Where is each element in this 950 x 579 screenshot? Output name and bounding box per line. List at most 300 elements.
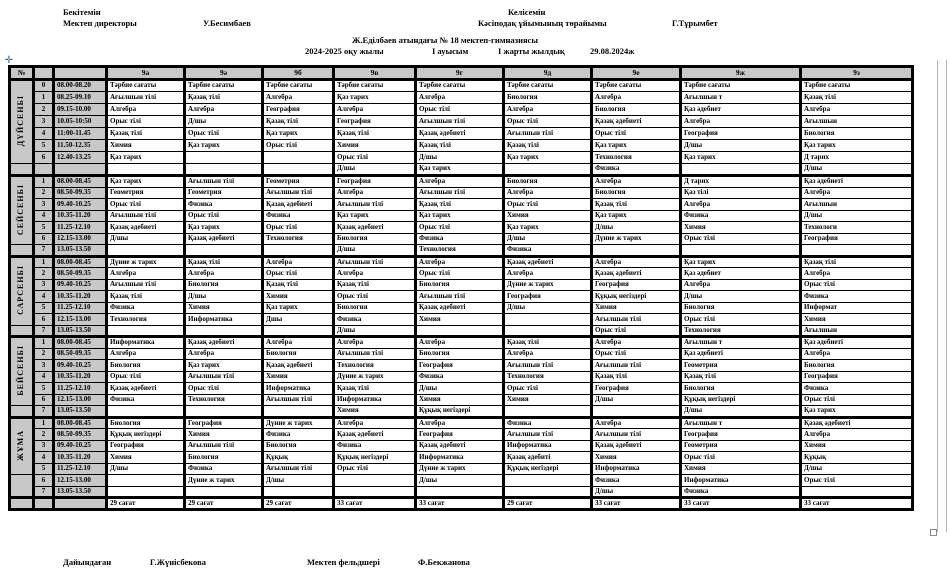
lesson-cell	[185, 164, 263, 176]
lesson-cell: Орыс тілі	[801, 279, 913, 291]
table-row	[10, 187, 913, 199]
lesson-cell: Химия	[334, 406, 416, 418]
lesson-cell: Ағылшын	[801, 199, 913, 211]
lesson-cell: Орыс тілі	[681, 233, 801, 245]
lesson-cell: Химия	[185, 429, 263, 441]
lesson-cell: Биология	[416, 279, 504, 291]
time-cell: 13.05-13.50	[54, 486, 107, 498]
lesson-cell: Алгебра	[801, 268, 913, 280]
lesson-cell: Алгебра	[263, 256, 334, 268]
lesson-cell	[681, 245, 801, 257]
lesson-cell: Орыс тілі	[185, 383, 263, 395]
time-cell: 08.50-09.35	[54, 268, 107, 280]
lesson-cell	[334, 486, 416, 498]
lesson-cell: Д/шы	[504, 302, 592, 314]
lesson-cell: Химия	[263, 291, 334, 303]
lesson-cell: Технология	[592, 152, 681, 164]
lesson-cell: Ағылшын тілі	[107, 92, 185, 104]
time-cell: 11.25-12.10	[54, 383, 107, 395]
lesson-cell: Д/шы	[185, 116, 263, 128]
lesson-cell: Д/шы	[334, 325, 416, 337]
lesson-number-cell: 1	[34, 337, 54, 349]
lesson-cell	[263, 406, 334, 418]
lesson-cell: Қазақ тілі	[334, 383, 416, 395]
lesson-cell: Орыс тілі	[416, 268, 504, 280]
lesson-cell: Қаз әдебиеті	[801, 176, 913, 188]
lesson-cell: География	[592, 279, 681, 291]
lesson-cell: Физика	[801, 383, 913, 395]
lesson-cell: Алгебра	[504, 268, 592, 280]
lesson-cell	[107, 406, 185, 418]
lesson-number-cell: 2	[34, 187, 54, 199]
table-resize-handle[interactable]	[930, 529, 937, 536]
lesson-cell: Қазақ әдебиеті	[592, 268, 681, 280]
lesson-cell: Д/шы	[801, 210, 913, 222]
lesson-number-cell: 6	[34, 152, 54, 164]
lesson-number-cell: 1	[34, 92, 54, 104]
lesson-cell: Информатика	[334, 394, 416, 406]
lesson-cell: Қазақ әдебиеті	[592, 440, 681, 452]
class-header: 9в	[334, 67, 416, 80]
lesson-cell: География	[504, 291, 592, 303]
lesson-cell: Алгебра	[504, 104, 592, 116]
lesson-cell	[416, 325, 504, 337]
lesson-cell: Орыс тілі	[107, 116, 185, 128]
table-row	[10, 325, 913, 337]
lesson-cell: Дүние ж тарих	[504, 279, 592, 291]
lesson-cell: Алгебра	[107, 348, 185, 360]
lesson-cell: Химия	[504, 394, 592, 406]
lesson-cell: Тәрбие сағаты	[416, 80, 504, 92]
approve-right-role: Кәсіподақ ұйымының төрайымы	[478, 18, 607, 28]
lesson-cell: Орыс тілі	[504, 199, 592, 211]
lesson-cell: Орыс тілі	[681, 314, 801, 326]
lesson-cell: Орыс тілі	[334, 291, 416, 303]
lesson-cell: Қазақ тілі	[504, 337, 592, 349]
lesson-cell: Алгебра	[681, 279, 801, 291]
time-cell: 09.40-10.25	[54, 440, 107, 452]
lesson-number-cell: 6	[34, 314, 54, 326]
lesson-number-cell: 5	[34, 222, 54, 234]
lesson-cell: Қаз тарих	[504, 152, 592, 164]
total-cell: 33 сағат	[592, 498, 681, 510]
lesson-cell: Химия	[801, 314, 913, 326]
lesson-cell	[263, 325, 334, 337]
lesson-cell: Геометрия	[681, 440, 801, 452]
lesson-cell	[185, 245, 263, 257]
day-label: САРСЕНБІ	[10, 256, 34, 325]
lesson-cell: Қазақ әдебиеті	[416, 128, 504, 140]
lesson-cell: Физика	[107, 394, 185, 406]
time-cell: 08.25-09.10	[54, 92, 107, 104]
lesson-cell: Қаз тарих	[504, 222, 592, 234]
lesson-cell: Химия	[504, 210, 592, 222]
lesson-cell: Алгебра	[185, 104, 263, 116]
lesson-cell: Биология	[681, 383, 801, 395]
class-header: 9ж	[681, 67, 801, 80]
lesson-cell: Ағылшын тілі	[592, 429, 681, 441]
table-row	[10, 164, 913, 176]
table-row	[10, 256, 913, 268]
lesson-cell: География	[681, 429, 801, 441]
lesson-cell: Құқық негіздері	[504, 463, 592, 475]
time-cell: 12.15-13.00	[54, 314, 107, 326]
lesson-cell: Ағылшын тілі	[592, 314, 681, 326]
lesson-number-cell	[34, 164, 54, 176]
lesson-cell: Қаз тарих	[107, 152, 185, 164]
timetable	[8, 65, 914, 511]
table-row	[10, 406, 913, 418]
lesson-cell: География	[801, 233, 913, 245]
lesson-cell: Биология	[504, 176, 592, 188]
lesson-cell	[107, 475, 185, 487]
lesson-cell: Д/шы	[592, 486, 681, 498]
lesson-cell: Химия	[681, 222, 801, 234]
lesson-cell: Дүние ж тарих	[334, 371, 416, 383]
class-header: 9а	[107, 67, 185, 80]
lesson-number-cell: 2	[34, 429, 54, 441]
lesson-cell: Химия	[592, 452, 681, 464]
lesson-cell: Биология	[801, 128, 913, 140]
lesson-cell: Тәрбие сағаты	[185, 80, 263, 92]
time-cell: 13.05-13.50	[54, 406, 107, 418]
time-cell: 11.25-12.10	[54, 222, 107, 234]
lesson-cell: Д/шы	[504, 233, 592, 245]
time-cell: 09.40-10.25	[54, 199, 107, 211]
term-label: І жарты жылдық	[498, 46, 565, 56]
time-cell: 08.50-09.35	[54, 187, 107, 199]
lesson-cell: Химия	[681, 463, 801, 475]
time-cell: 09.40-10.25	[54, 279, 107, 291]
blank-header-cell	[54, 67, 107, 80]
table-row	[10, 176, 913, 188]
lesson-cell: Орыс тілі	[504, 383, 592, 395]
lesson-cell: География	[334, 176, 416, 188]
table-row	[10, 371, 913, 383]
lesson-cell: Орыс тілі	[592, 128, 681, 140]
lesson-cell: Физика	[185, 463, 263, 475]
lesson-cell: Қазақ тілі	[107, 128, 185, 140]
time-cell: 10.35-11.20	[54, 291, 107, 303]
lesson-cell: Алгебра	[334, 187, 416, 199]
lesson-cell: Биология	[592, 104, 681, 116]
lesson-cell: Ағылшын тілі	[263, 187, 334, 199]
lesson-cell: Ағылшын тілі	[504, 128, 592, 140]
lesson-cell: Орыс тілі	[263, 222, 334, 234]
lesson-cell: Алгебра	[185, 348, 263, 360]
lesson-cell: Ағылшын тілі	[592, 360, 681, 372]
lesson-cell: Қазақ тілі	[185, 92, 263, 104]
lesson-cell: Қазақ әдебиеті	[334, 222, 416, 234]
lesson-number-cell: 3	[34, 360, 54, 372]
lesson-cell: Д/шы	[416, 475, 504, 487]
lesson-cell: Қазақ әдебиеті	[801, 417, 913, 429]
time-cell: 10.35-11.20	[54, 371, 107, 383]
class-header: 9д	[504, 67, 592, 80]
lesson-number-cell: 4	[34, 452, 54, 464]
page-edge-strip[interactable]	[937, 60, 947, 532]
lesson-cell: Қаз тарих	[416, 210, 504, 222]
table-row	[10, 302, 913, 314]
table-row	[10, 268, 913, 280]
lesson-cell: Қаз әдебиет	[681, 104, 801, 116]
table-row	[10, 104, 913, 116]
lesson-number-cell: 5	[34, 302, 54, 314]
lesson-number-cell: 2	[34, 268, 54, 280]
lesson-cell: Ағылшын тілі	[504, 429, 592, 441]
lesson-cell: Биология	[504, 92, 592, 104]
table-row	[10, 128, 913, 140]
table-row	[10, 452, 913, 464]
lesson-cell: Қаз тілі	[681, 187, 801, 199]
lesson-cell: Орыс тілі	[592, 348, 681, 360]
blank-header-cell	[34, 67, 54, 80]
lesson-cell: Алгебра	[334, 417, 416, 429]
table-row	[10, 140, 913, 152]
lesson-cell: Химия	[592, 302, 681, 314]
lesson-number-cell: 7	[34, 406, 54, 418]
lesson-cell	[185, 152, 263, 164]
lesson-cell: Ағылшын т	[681, 417, 801, 429]
lesson-cell: Қаз тарих	[263, 302, 334, 314]
lesson-cell: Д/шы	[592, 222, 681, 234]
lesson-cell: Физика	[416, 233, 504, 245]
lesson-cell: Алгебра	[107, 104, 185, 116]
lesson-cell: Физика	[416, 371, 504, 383]
lesson-number-cell: 6	[34, 233, 54, 245]
lesson-cell: Биология	[263, 348, 334, 360]
lesson-cell: Биология	[801, 360, 913, 372]
lesson-cell: Д/шы	[334, 164, 416, 176]
lesson-cell: География	[416, 360, 504, 372]
lesson-number-cell: 7	[34, 486, 54, 498]
table-move-handle-icon[interactable]: ✛	[4, 55, 14, 66]
medic-label: Мектеп фельдшері	[307, 557, 380, 567]
lesson-cell: Қазақ әдебиті	[504, 452, 592, 464]
lesson-cell: Орыс тілі	[416, 104, 504, 116]
lesson-cell: Биология	[592, 187, 681, 199]
time-cell: 12.15-13.00	[54, 475, 107, 487]
time-cell: 12.15-13.00	[54, 233, 107, 245]
lesson-cell: Д тарих	[801, 152, 913, 164]
lesson-cell: Алгебра	[334, 104, 416, 116]
lesson-cell: Қазақ тілі	[681, 371, 801, 383]
total-cell: 29 сағат	[185, 498, 263, 510]
approve-right-name: Г.Тұрымбет	[672, 18, 718, 28]
lesson-cell	[504, 486, 592, 498]
lesson-cell: Тәрбие сағаты	[801, 80, 913, 92]
lesson-cell: Алгебра	[592, 256, 681, 268]
lesson-cell: Физика	[681, 486, 801, 498]
lesson-cell: Биология	[185, 279, 263, 291]
date-label: 29.08.2024ж	[590, 46, 635, 56]
header-row	[10, 67, 913, 80]
lesson-cell: Қазақ әдебиеті	[263, 199, 334, 211]
lesson-cell: Физика	[334, 314, 416, 326]
lesson-cell: Биология	[185, 452, 263, 464]
lesson-cell: Қазақ әдебиеті	[416, 302, 504, 314]
time-cell: 12.15-13.00	[54, 394, 107, 406]
lesson-cell: Қазақ тілі	[801, 256, 913, 268]
lesson-cell: Қазақ тілі	[107, 291, 185, 303]
lesson-cell: Қаз тарих	[801, 140, 913, 152]
time-cell: 10.35-11.20	[54, 210, 107, 222]
lesson-cell: Ағылшын тілі	[416, 291, 504, 303]
lesson-cell: Технология	[334, 360, 416, 372]
lesson-number-cell: 4	[34, 128, 54, 140]
lesson-cell: Ағылшын тілі	[504, 360, 592, 372]
lesson-cell: Д/шы	[592, 394, 681, 406]
lesson-cell: Қаз тарих	[801, 406, 913, 418]
lesson-number-cell: 1	[34, 417, 54, 429]
lesson-number-cell: 0	[34, 80, 54, 92]
lesson-cell: Алгебра	[592, 176, 681, 188]
table-row	[10, 417, 913, 429]
lesson-cell	[185, 325, 263, 337]
lesson-cell: Алгебра	[801, 187, 913, 199]
lesson-cell: Орыс тілі	[801, 394, 913, 406]
lesson-cell: Информатика	[416, 452, 504, 464]
lesson-number-cell: 4	[34, 371, 54, 383]
lesson-cell: Информатика	[681, 475, 801, 487]
lesson-cell: Алгебра	[592, 417, 681, 429]
lesson-cell: Қазақ тілі	[592, 199, 681, 211]
lesson-cell: География	[681, 128, 801, 140]
lesson-cell: Құқық негіздері	[416, 406, 504, 418]
school-title: Ж.Еділбаев атындағы № 18 мектеп-гимназиясы	[352, 35, 538, 45]
total-cell: 29 сағат	[107, 498, 185, 510]
lesson-cell: Д/шы	[801, 463, 913, 475]
lesson-cell: Физика	[504, 245, 592, 257]
lesson-cell: Геометрия	[185, 187, 263, 199]
lesson-cell: Д/шы	[681, 140, 801, 152]
lesson-cell: Ағылшын тілі	[185, 440, 263, 452]
table-row	[10, 222, 913, 234]
time-cell: 08.00-08.20	[54, 80, 107, 92]
lesson-cell: Физика	[107, 302, 185, 314]
approve-left-label: Бекітемін	[63, 7, 101, 17]
lesson-cell: Физика	[592, 164, 681, 176]
lesson-cell: Геометрия	[681, 360, 801, 372]
table-row	[10, 210, 913, 222]
table-row	[10, 314, 913, 326]
lesson-cell: Алгебра	[504, 348, 592, 360]
table-row	[10, 383, 913, 395]
time-cell: 10.35-11.20	[54, 452, 107, 464]
school-year: 2024-2025 оқу жылы	[305, 46, 384, 56]
time-cell: 08.50-09.35	[54, 429, 107, 441]
lesson-cell: Қаз тарих	[334, 210, 416, 222]
lesson-cell: Қазақ әдебиеті	[334, 429, 416, 441]
lesson-number-cell: 3	[34, 199, 54, 211]
lesson-cell: Қаз әдебиет	[681, 268, 801, 280]
lesson-cell	[504, 314, 592, 326]
lesson-cell: Құқық негіздері	[681, 394, 801, 406]
lesson-cell: Биология	[107, 417, 185, 429]
lesson-cell: Биология	[334, 302, 416, 314]
lesson-cell: Дүние ж тарих	[416, 463, 504, 475]
shift-label: І ауысым	[432, 46, 469, 56]
lesson-number-cell: 4	[34, 210, 54, 222]
lesson-cell: Қаз тарих	[107, 176, 185, 188]
lesson-cell	[592, 406, 681, 418]
day-label-rest	[10, 245, 34, 257]
lesson-cell: Қаз тарих	[592, 140, 681, 152]
table-row	[10, 199, 913, 211]
lesson-cell: Қаз тарих	[681, 256, 801, 268]
lesson-cell: Қазақ тілі	[334, 279, 416, 291]
lesson-cell: Қазақ әдебиеті	[107, 222, 185, 234]
lesson-cell: Орыс тілі	[185, 128, 263, 140]
lesson-cell: Химия	[263, 371, 334, 383]
lesson-cell: Алгебра	[681, 116, 801, 128]
time-cell: 08.00-08.45	[54, 417, 107, 429]
lesson-cell	[263, 164, 334, 176]
lesson-cell: Информатика	[504, 440, 592, 452]
table-row	[10, 440, 913, 452]
lesson-cell: Ағылшын тілі	[334, 256, 416, 268]
lesson-cell: Қаз әдебиеті	[801, 337, 913, 349]
lesson-cell: Технология	[681, 325, 801, 337]
lesson-cell: Қазақ тілі	[334, 128, 416, 140]
lesson-cell	[416, 486, 504, 498]
day-label: ДҮЙСЕНБІ	[10, 80, 34, 164]
time-cell: 09.40-10.25	[54, 360, 107, 372]
table-row	[10, 245, 913, 257]
lesson-cell: Д/шы	[416, 152, 504, 164]
class-header: 9з	[801, 67, 913, 80]
lesson-cell: Қазақ әдебиеті	[107, 383, 185, 395]
lesson-cell: Геометрия	[263, 176, 334, 188]
lesson-cell: География	[263, 104, 334, 116]
time-cell: 11.50-12.35	[54, 140, 107, 152]
lesson-cell	[107, 164, 185, 176]
time-cell: 09.15-10.00	[54, 104, 107, 116]
lesson-cell: Технология	[504, 371, 592, 383]
table-row	[10, 92, 913, 104]
lesson-cell: Тәрбие сағаты	[592, 80, 681, 92]
lesson-cell: Тәрбие сағаты	[681, 80, 801, 92]
lesson-cell	[185, 406, 263, 418]
lesson-cell: Ағылшын тілі	[107, 279, 185, 291]
time-cell: 13.05-13.50	[54, 325, 107, 337]
total-cell: 29 сағат	[504, 498, 592, 510]
lesson-cell: Орыс тілі	[334, 152, 416, 164]
table-row	[10, 463, 913, 475]
lesson-cell	[504, 325, 592, 337]
lesson-cell: Биология	[263, 440, 334, 452]
lesson-cell: Қазақ тілі	[801, 92, 913, 104]
lesson-cell: Қаз тарих	[185, 140, 263, 152]
lesson-cell: Ағылшын тілі	[416, 187, 504, 199]
lesson-cell: Д/шы	[185, 291, 263, 303]
lesson-cell: Дүние ж тарих	[263, 417, 334, 429]
lesson-cell: Тәрбие сағаты	[334, 80, 416, 92]
lesson-number-cell: 7	[34, 245, 54, 257]
time-cell	[54, 164, 107, 176]
day-label-rest	[10, 325, 34, 337]
lesson-cell: География	[801, 371, 913, 383]
lesson-number-cell: 2	[34, 104, 54, 116]
lesson-cell: Ағылшын тілі	[263, 394, 334, 406]
lesson-cell: Қаз тарих	[592, 210, 681, 222]
lesson-cell: Технология	[263, 233, 334, 245]
lesson-cell: Информатика	[185, 314, 263, 326]
lesson-cell: География	[334, 116, 416, 128]
lesson-cell	[681, 164, 801, 176]
lesson-cell	[263, 152, 334, 164]
lesson-cell: Қаз тарих	[185, 360, 263, 372]
